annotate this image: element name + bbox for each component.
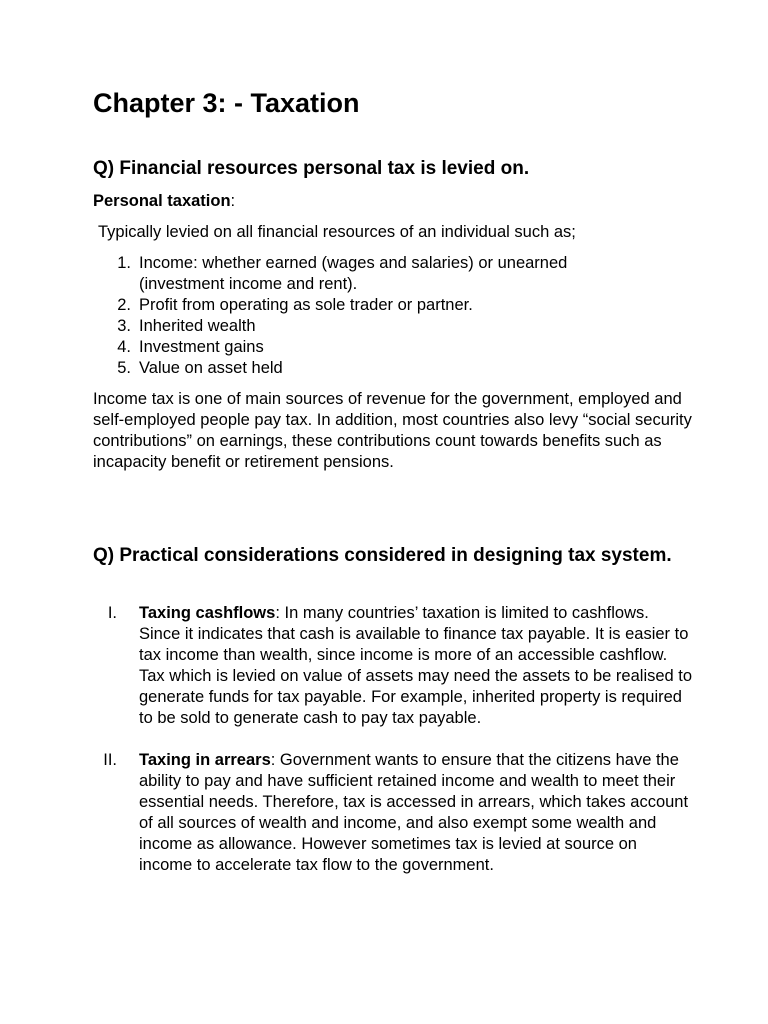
list-item	[93, 337, 653, 358]
list-number: II.	[103, 751, 117, 769]
personal-taxation-label: Personal taxation	[93, 192, 231, 210]
list-item-text: : In many countries’ taxation is limited to cashflows. Since it indicates that cash is available to finance tax payable. It is easier to tax income than wealth, since income is more of an accessible cashflow. Tax which is levied on value of assets may need the assets to be realised to generate funds for tax payable. For example, inherited property is required to be sold to generate cash to pay tax payable.	[139, 604, 693, 727]
list-item	[93, 358, 653, 379]
list-item-text: : Government wants to ensure that the citizens have the ability to pay and have sufficient retained income and wealth to meet their essential needs. Therefore, tax is accessed in arrears, which takes account of all sources of wealth and income, and also exempt some wealth and income as allowance. However sometimes tax is levied at source on income to accelerate tax flow to the government.	[139, 751, 689, 874]
question-financial-resources: Q) Financial resources personal tax is levied on.	[93, 158, 530, 179]
question-practical-considerations: Q) Practical considerations considered in designing tax system.	[93, 545, 672, 566]
term-taxing-in-arrears: Taxing in arrears	[139, 751, 271, 769]
list-number: 2.	[117, 296, 131, 314]
list-item	[93, 603, 693, 729]
list-item-text: Income: whether earned (wages and salaries) or unearned (investment income and rent).	[139, 254, 568, 293]
list-item	[93, 750, 693, 876]
list-item-text: Value on asset held	[139, 359, 283, 377]
list-number: 1.	[117, 254, 131, 272]
chapter-title: Chapter 3: - Taxation	[93, 88, 360, 118]
list-number: 4.	[117, 338, 131, 356]
list-number: 5.	[117, 359, 131, 377]
heading-colon: :	[230, 192, 236, 210]
list-item-text: Profit from operating as sole trader or partner.	[139, 296, 473, 314]
personal-taxation-heading	[93, 191, 235, 212]
considerations-list	[93, 603, 693, 897]
list-item	[93, 253, 653, 295]
term-taxing-cashflows: Taxing cashflows	[139, 604, 276, 622]
personal-taxation-intro: Typically levied on all financial resources of an individual such as;	[98, 223, 576, 241]
list-number: 3.	[117, 317, 131, 335]
financial-resources-list	[93, 253, 653, 379]
income-tax-paragraph: Income tax is one of main sources of revenue for the government, employed and self-employed people pay tax. In addition, most countries also levy “social security contributions” on earnings, these contributions count towards benefits such as incapacity benefit or retirement pensions.	[93, 390, 692, 471]
list-item-text: Inherited wealth	[139, 317, 256, 335]
list-item-text: Investment gains	[139, 338, 264, 356]
list-number: I.	[107, 604, 117, 622]
list-item	[93, 295, 653, 316]
list-item	[93, 316, 653, 337]
